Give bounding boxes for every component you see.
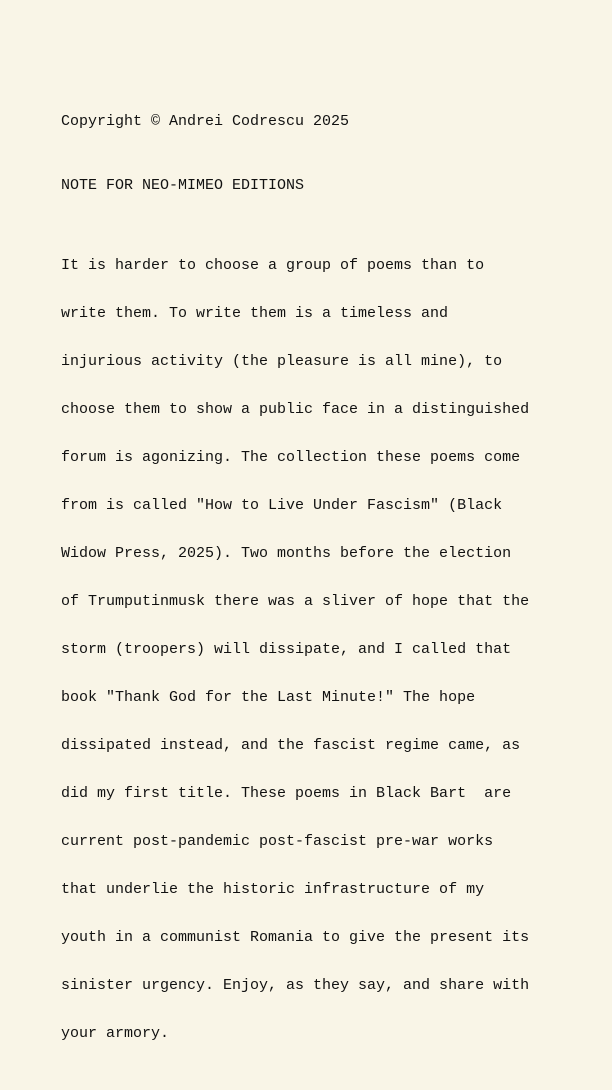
- body-line: book "Thank God for the Last Minute!" The hope: [61, 689, 476, 706]
- body-line: your armory.: [61, 1025, 170, 1042]
- body-line: injurious activity (the pleasure is all mine), to: [61, 353, 503, 370]
- body-line: dissipated instead, and the fascist regime came, as: [61, 737, 521, 754]
- body-line: It is harder to choose a group of poems than to: [61, 257, 485, 274]
- document-page: [61, 82, 601, 1090]
- body-line: current post-pandemic post-fascist pre-war works: [61, 833, 494, 850]
- body-line: sinister urgency. Enjoy, as they say, and share with: [61, 977, 530, 994]
- note-body: [61, 226, 601, 1074]
- body-line: storm (troopers) will dissipate, and I called that: [61, 641, 512, 658]
- body-line: forum is agonizing. The collection these poems come: [61, 449, 521, 466]
- body-line: write them. To write them is a timeless and: [61, 305, 449, 322]
- body-line: Widow Press, 2025). Two months before the election: [61, 545, 512, 562]
- body-line: youth in a communist Romania to give the present its: [61, 929, 530, 946]
- body-line: did my first title. These poems in Black Bart are: [61, 785, 512, 802]
- body-line: from is called "How to Live Under Fascism" (Black: [61, 497, 503, 514]
- body-line: of Trumputinmusk there was a sliver of hope that the: [61, 593, 530, 610]
- note-heading: NOTE FOR NEO-MIMEO EDITIONS: [61, 177, 305, 194]
- body-line: choose them to show a public face in a distinguished: [61, 401, 530, 418]
- body-line: that underlie the historic infrastructure of my: [61, 881, 485, 898]
- copyright-line: Copyright © Andrei Codrescu 2025: [61, 113, 350, 130]
